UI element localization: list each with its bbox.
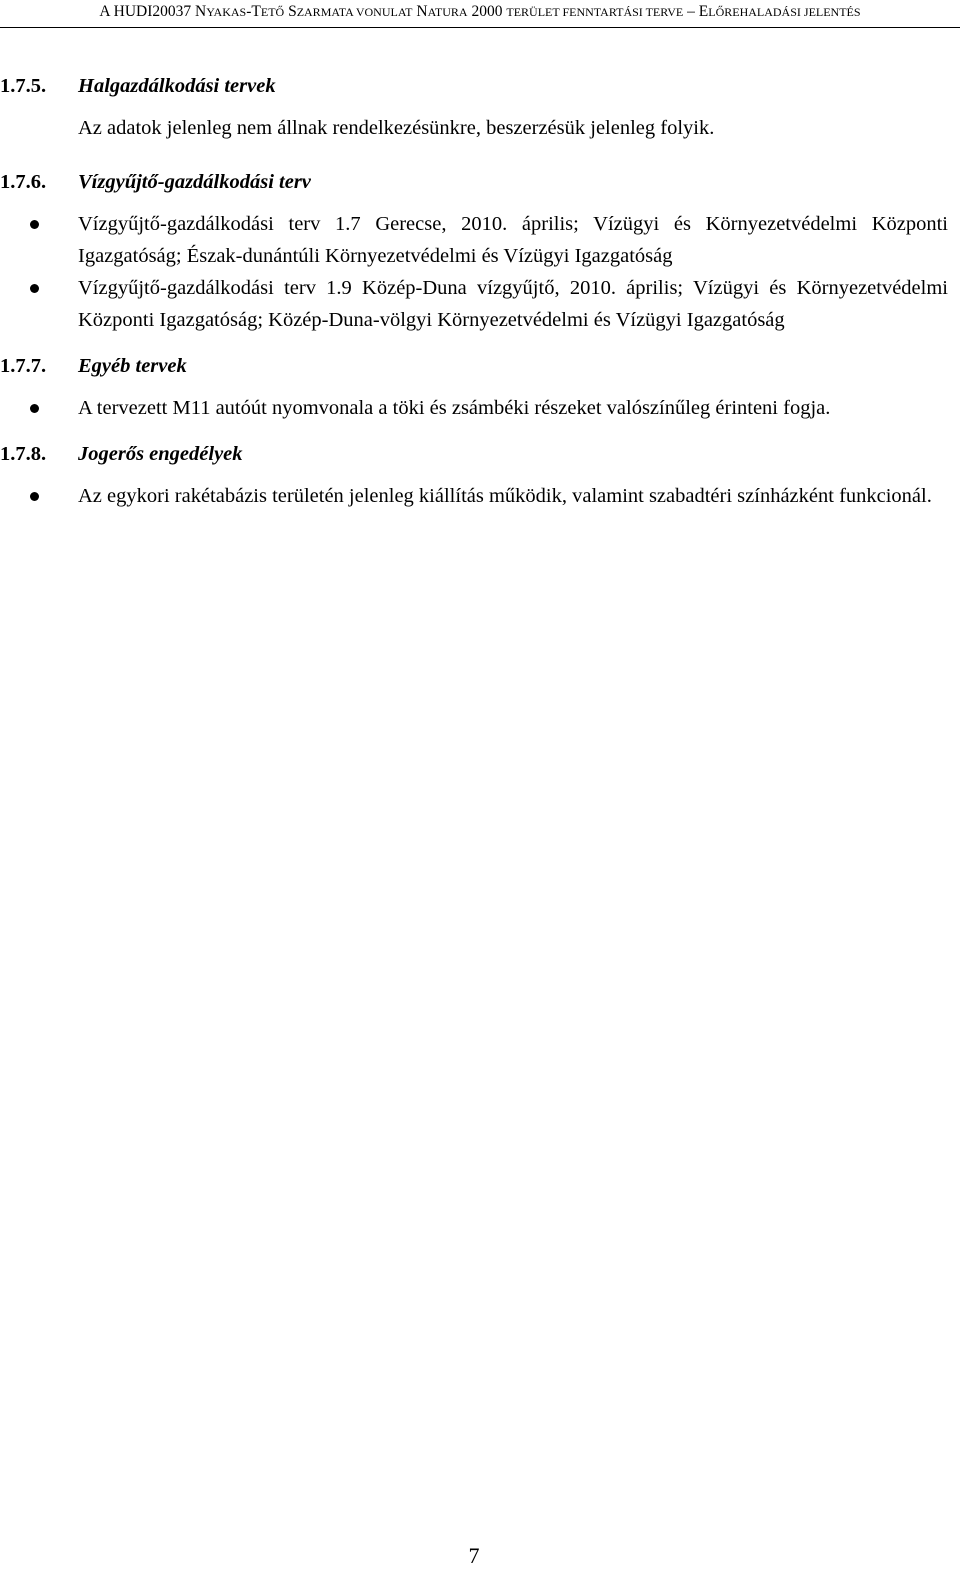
bullet-list-vizgyujto: [0, 208, 948, 336]
header-divider: [0, 27, 960, 28]
list-item: Vízgyűjtő-gazdálkodási terv 1.7 Gerecse, 2010. április; Vízügyi és Környezetvédelmi Központi Igazgatóság; Észak-dunántúli Környezetvédelmi és Vízügyi Igazgatóság: [0, 208, 948, 272]
section-heading-egyeb: 1.7.7. Egyéb tervek: [0, 355, 187, 377]
document-body: [0, 70, 948, 512]
list-item: Vízgyűjtő-gazdálkodási terv 1.9 Közép-Duna vízgyűjtő, 2010. április; Vízügyi és Környezetvédelmi Központi Igazgatóság; Közép-Duna-völgyi Környezetvédelmi és Vízügyi Igazgatóság: [0, 272, 948, 336]
bullet-icon: [30, 284, 39, 293]
section-heading-vizgyujto: 1.7.6. Vízgyűjtő-gazdálkodási terv: [0, 171, 311, 193]
list-item: Az egykori rakétabázis területén jelenleg kiállítás működik, valamint szabadtéri színházként funkcionál.: [0, 480, 948, 512]
bullet-icon: [30, 492, 39, 501]
bullet-icon: [30, 220, 39, 229]
running-header: A HUDI20037 NYAKAS-TETŐ SZARMATA VONULAT NATURA 2000 TERÜLET FENNTARTÁSI TERVE – ELŐREHALADÁSI JELENTÉS: [99, 3, 861, 20]
bullet-list-jogeros: [0, 480, 948, 512]
page-number: 7: [468, 1543, 480, 1568]
section-heading-jogeros: 1.7.8. Jogerős engedélyek: [0, 443, 243, 465]
bullet-list-egyeb: [0, 392, 948, 424]
list-item: A tervezett M11 autóút nyomvonala a töki és zsámbéki részeket valószínűleg érinteni fogja.: [0, 392, 948, 424]
section-heading-halgazdalkodasi: 1.7.5. Halgazdálkodási tervek: [0, 75, 276, 97]
section-paragraph: Az adatok jelenleg nem állnak rendelkezésünkre, beszerzésük jelenleg folyik.: [78, 117, 715, 139]
bullet-icon: [30, 404, 39, 413]
